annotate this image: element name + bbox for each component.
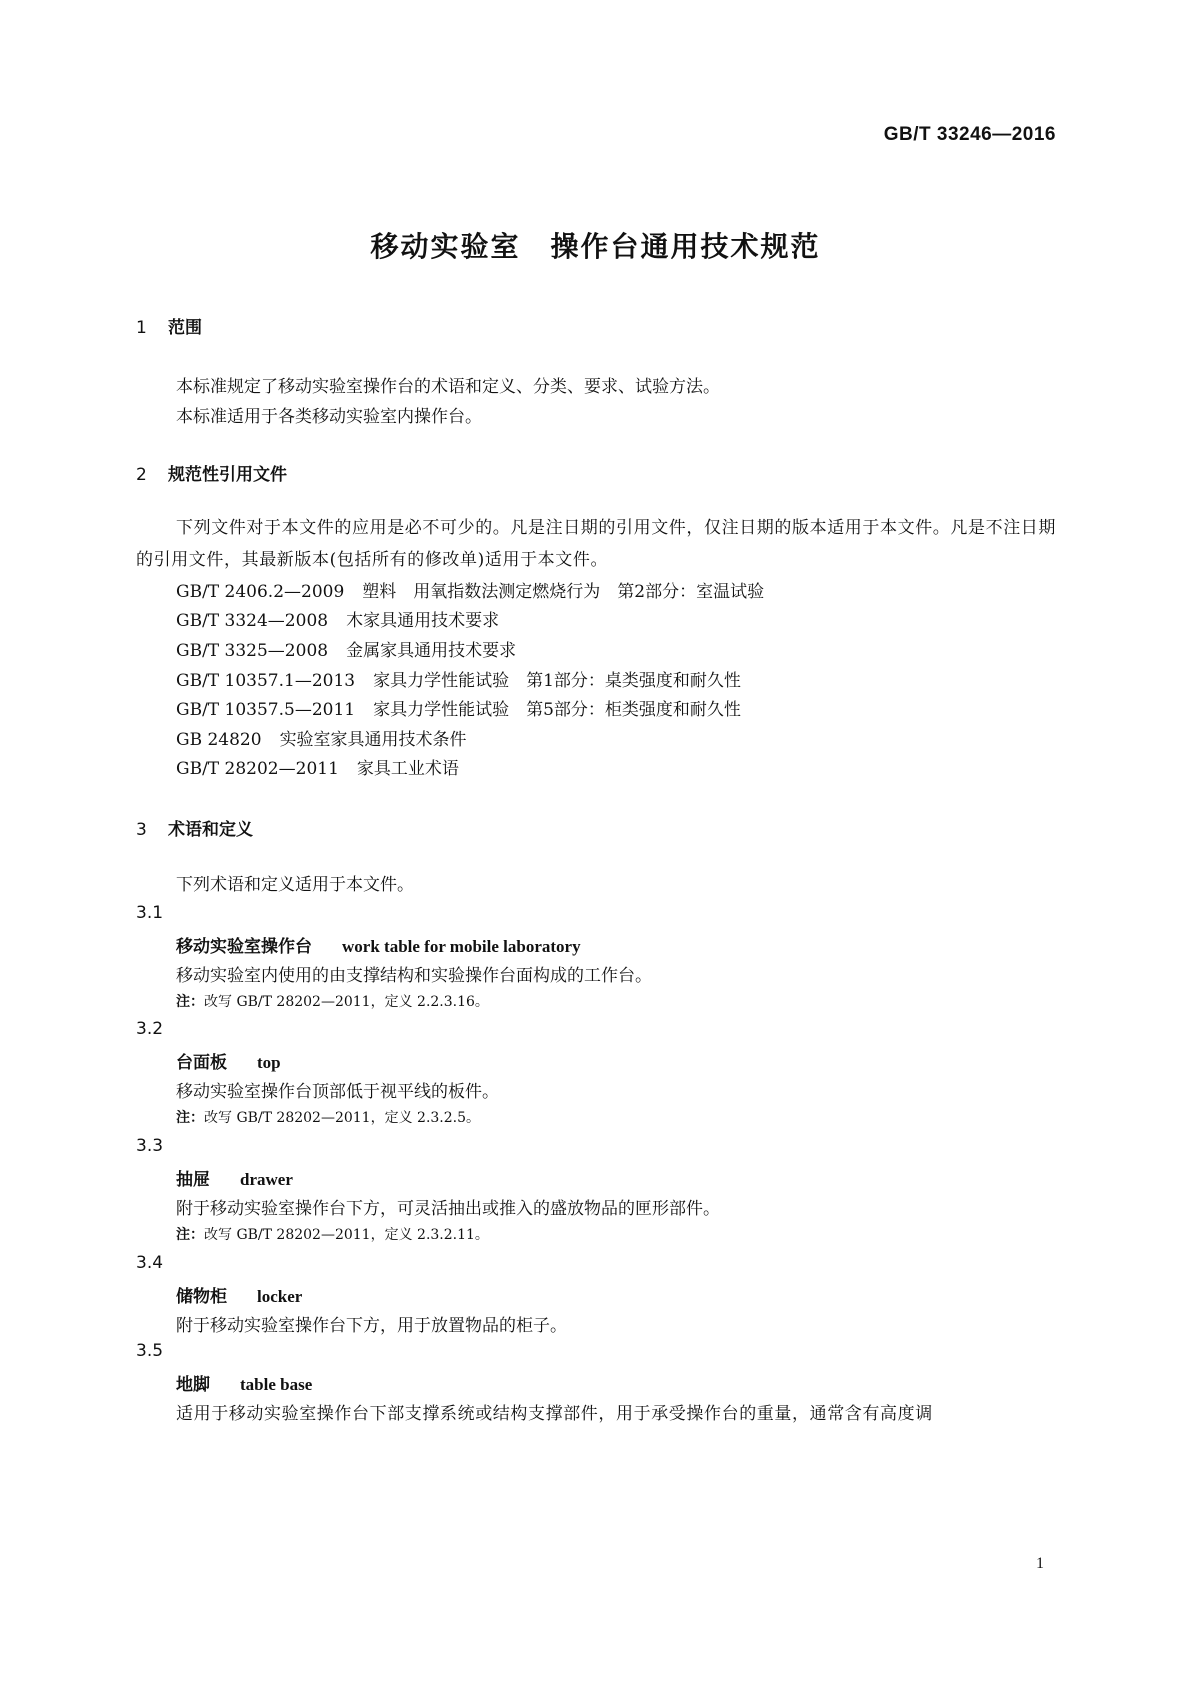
section-3-intro: 下列术语和定义适用于本文件。 [176, 875, 414, 895]
section-title: 范围 [168, 318, 202, 338]
section-2-intro: 下列文件对于本文件的应用是必不可少的。凡是注日期的引用文件，仅注日期的版本适用于本文件。凡是不注日期的引用文件，其最新版本(包括所有的修改单)适用于本文件。 [136, 518, 1056, 570]
term-name-en: top [257, 1053, 281, 1072]
note-text: 改写 GB/T 28202—2011，定义 2.2.3.16。 [204, 994, 489, 1010]
term-name-zh: 储物柜 [176, 1287, 227, 1307]
reference-item [176, 636, 516, 661]
section-number: 3 [136, 820, 147, 840]
term-name-en: table base [240, 1375, 313, 1394]
reference-title: 金属家具通用技术要求 [346, 641, 517, 661]
section-number: 1 [136, 318, 147, 338]
term-note [176, 991, 489, 1011]
term-number: 3.3 [136, 1136, 164, 1156]
section-1-paragraph: 本标准规定了移动实验室操作台的术语和定义、分类、要求、试验方法。 [176, 377, 720, 397]
term-name-en: work table for mobile laboratory [342, 937, 581, 956]
section-3-heading [136, 815, 253, 840]
note-label: 注： [176, 1227, 204, 1243]
reference-code: GB/T 28202—2011 [176, 759, 339, 779]
note-label: 注： [176, 994, 204, 1010]
reference-code: GB/T 3325—2008 [176, 641, 329, 661]
term-name [176, 1370, 312, 1395]
reference-code: GB 24820 [176, 730, 262, 750]
term-name-zh: 移动实验室操作台 [176, 937, 312, 957]
section-2-heading [136, 460, 287, 485]
note-text: 改写 GB/T 28202—2011，定义 2.3.2.5。 [204, 1110, 481, 1126]
page-number: 1 [1036, 1555, 1044, 1572]
reference-item [176, 754, 459, 779]
term-note [176, 1107, 480, 1127]
reference-title: 木家具通用技术要求 [346, 611, 500, 631]
note-label: 注： [176, 1110, 204, 1126]
section-title: 规范性引用文件 [168, 465, 287, 485]
term-definition: 适用于移动实验室操作台下部支撑系统或结构支撑部件，用于承受操作台的重量，通常含有高度调 [176, 1404, 933, 1424]
section-1-paragraph: 本标准适用于各类移动实验室内操作台。 [176, 407, 482, 427]
reference-item [176, 577, 764, 602]
document-title: 移动实验室 操作台通用技术规范 [370, 230, 821, 263]
term-name-zh: 台面板 [176, 1053, 227, 1073]
section-number: 2 [136, 465, 147, 485]
term-name-en: locker [257, 1287, 303, 1306]
section-title: 术语和定义 [168, 820, 253, 840]
reference-item [176, 666, 741, 691]
reference-item [176, 695, 741, 720]
reference-title: 塑料 用氧指数法测定燃烧行为 第2部分：室温试验 [362, 582, 765, 602]
reference-title: 家具工业术语 [356, 759, 459, 779]
term-definition: 移动实验室操作台顶部低于视平线的板件。 [176, 1082, 499, 1102]
term-name-zh: 抽屉 [176, 1170, 210, 1190]
term-number: 3.2 [136, 1019, 164, 1039]
section-1-heading [136, 313, 202, 338]
reference-item [176, 725, 467, 750]
term-number: 3.5 [136, 1341, 164, 1361]
term-name [176, 1048, 281, 1073]
term-number: 3.1 [136, 903, 164, 923]
term-name [176, 932, 581, 957]
term-name [176, 1282, 302, 1307]
term-definition: 附于移动实验室操作台下方，可灵活抽出或推入的盛放物品的匣形部件。 [176, 1199, 720, 1219]
reference-title: 实验室家具通用技术条件 [279, 730, 467, 750]
term-number: 3.4 [136, 1253, 164, 1273]
reference-title: 家具力学性能试验 第5部分：柜类强度和耐久性 [373, 700, 741, 720]
term-definition: 移动实验室内使用的由支撑结构和实验操作台面构成的工作台。 [176, 966, 652, 986]
standard-code: GB/T 33246—2016 [883, 124, 1056, 145]
reference-code: GB/T 2406.2—2009 [176, 582, 345, 602]
note-text: 改写 GB/T 28202—2011，定义 2.3.2.11。 [204, 1227, 489, 1243]
term-name-zh: 地脚 [176, 1375, 210, 1395]
reference-code: GB/T 3324—2008 [176, 611, 329, 631]
reference-item [176, 606, 499, 631]
term-name-en: drawer [240, 1170, 293, 1189]
term-definition: 附于移动实验室操作台下方，用于放置物品的柜子。 [176, 1316, 567, 1336]
reference-code: GB/T 10357.5—2011 [176, 700, 356, 720]
reference-title: 家具力学性能试验 第1部分：桌类强度和耐久性 [373, 671, 741, 691]
reference-code: GB/T 10357.1—2013 [176, 671, 356, 691]
term-name [176, 1165, 293, 1190]
term-note [176, 1224, 489, 1244]
